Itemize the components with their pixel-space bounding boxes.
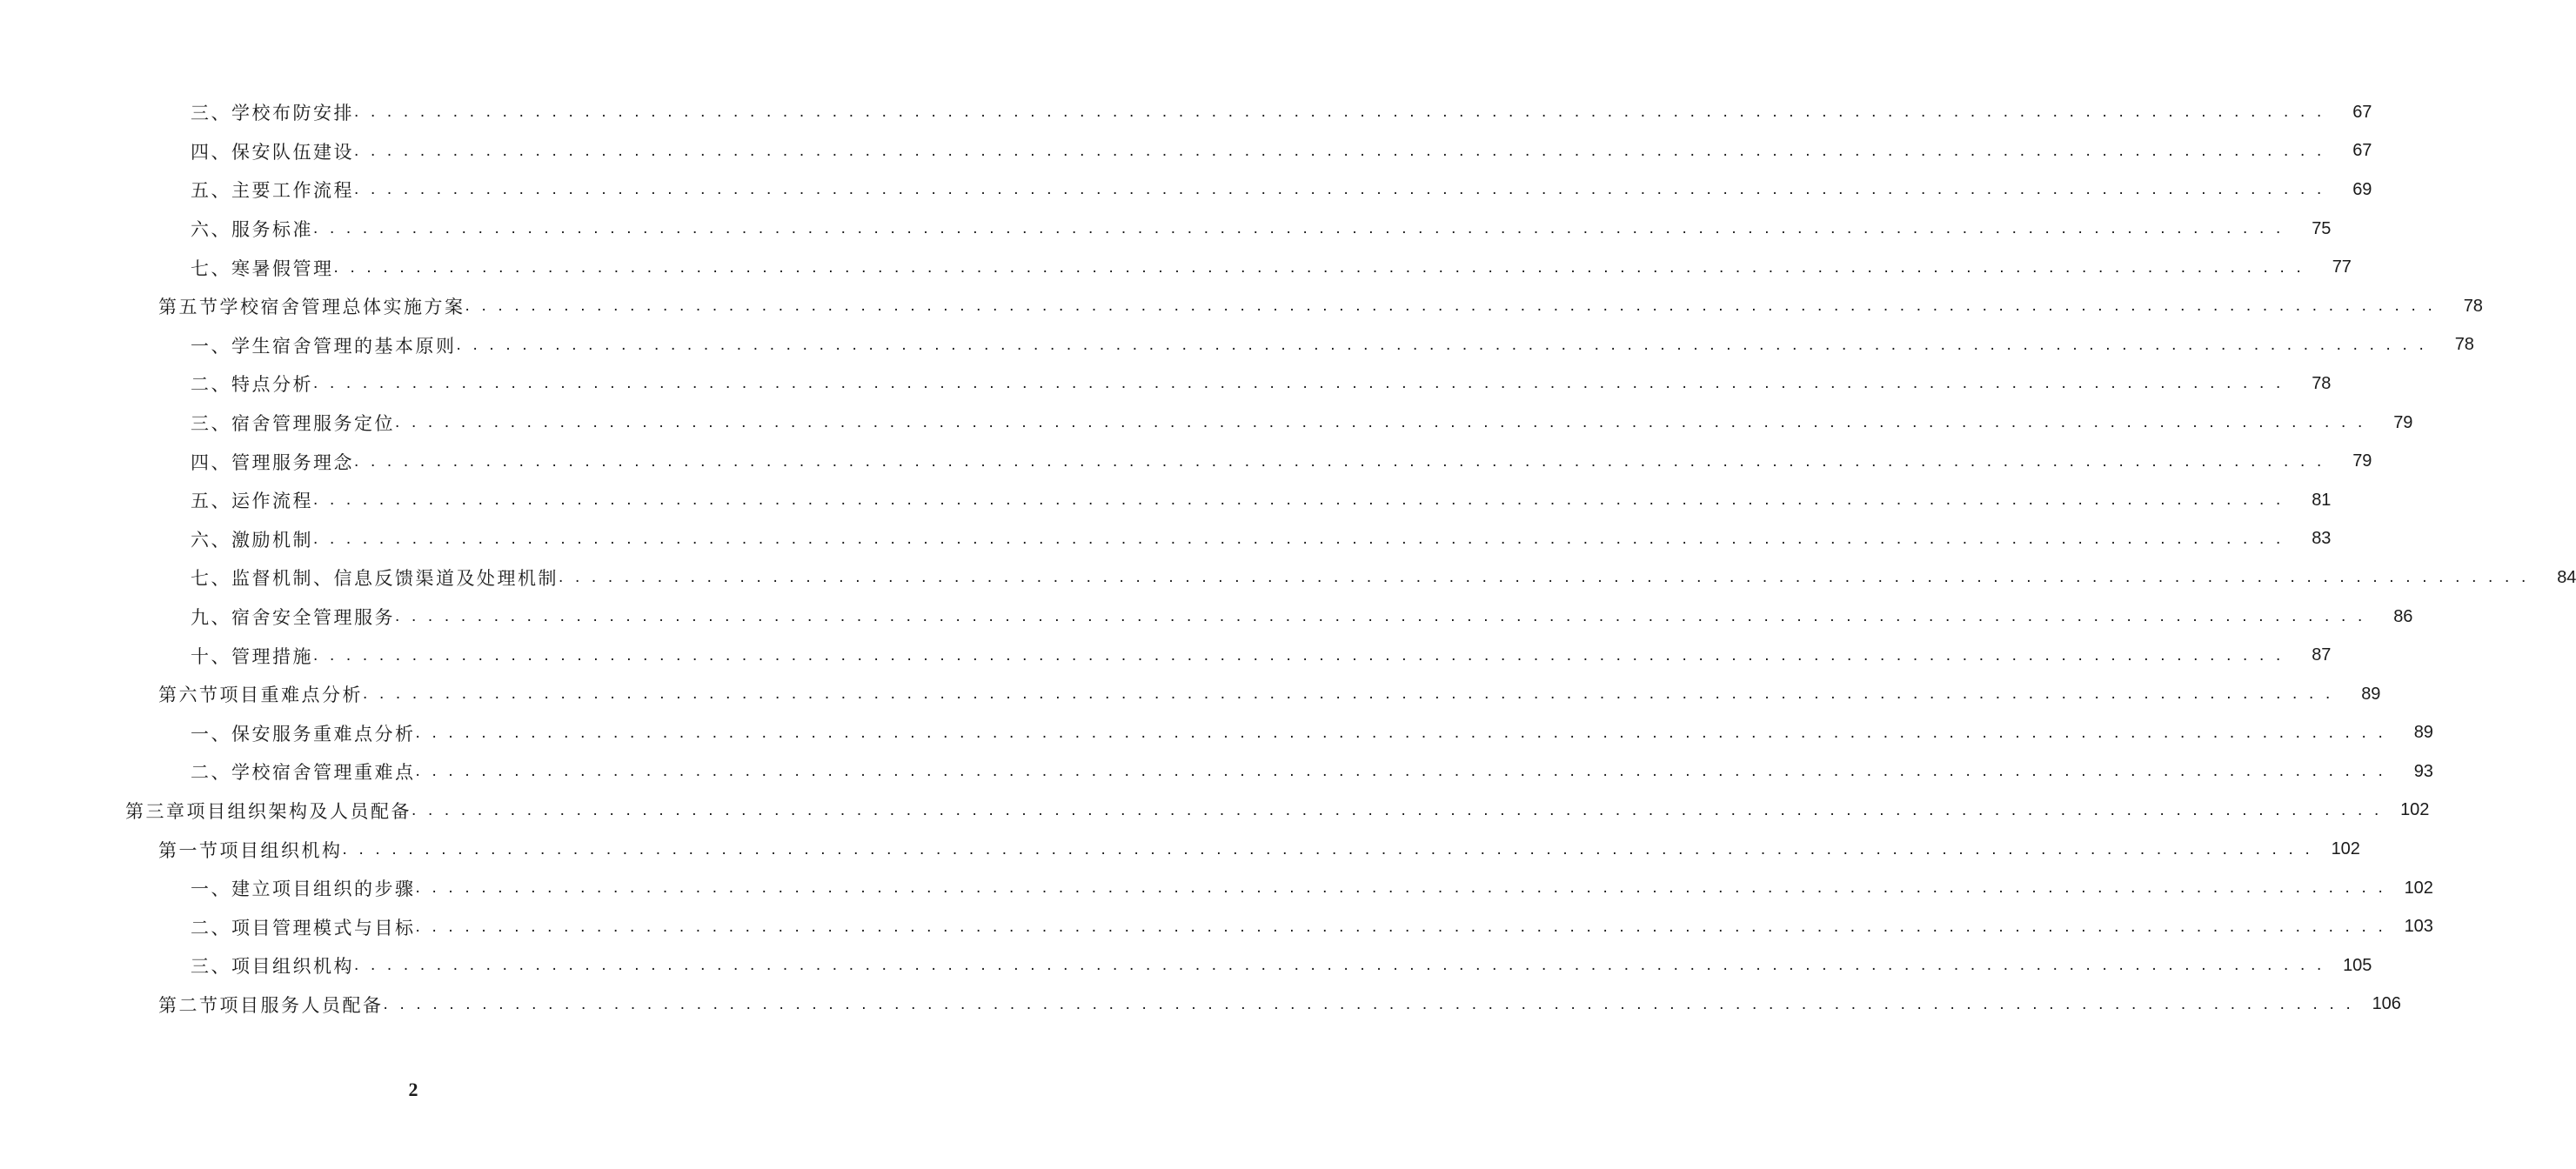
toc-entry-title: 二、项目管理模式与目标: [191, 917, 416, 939]
toc-entry-page: 69: [2352, 179, 2372, 199]
toc-entry-page: 105: [2343, 955, 2372, 975]
toc-dot-leader: . . . . . . . . . . . . . . . . . . . . . . . . . . . . . . . . . . . . . . . . . . . . . . . . . . . . . . . . . . . . . . . . . . . . . . . . . . . . . . . . . . . . . . . . . . . . . . . . . . . . . . . . . . . . . . . . . . . . . . . .: [465, 297, 2436, 316]
toc-entry[interactable]: [0, 481, 2332, 520]
toc-entry[interactable]: [0, 636, 2332, 675]
toc-entry-title: 十、管理措施: [191, 645, 313, 667]
toc-entry-page: 84: [2557, 567, 2576, 587]
toc-entry-title: 一、保安服务重难点分析: [191, 723, 416, 745]
toc-dot-leader: . . . . . . . . . . . . . . . . . . . . . . . . . . . . . . . . . . . . . . . . . . . . . . . . . . . . . . . . . . . . . . . . . . . . . . . . . . . . . . . . . . . . . . . . . . . . . . . . . . . . . . . . . . . . . . . . . . . . . . . .: [559, 568, 2530, 587]
toc-entry[interactable]: [0, 132, 2372, 171]
toc-list: [0, 93, 2576, 1024]
toc-entry-title: 第三章项目组织架构及人员配备: [125, 800, 411, 822]
toc-entry-title: 三、宿舍管理服务定位: [191, 413, 395, 435]
toc-entry-page: 78: [2463, 296, 2483, 316]
toc-entry-page: 102: [2404, 878, 2433, 898]
toc-entry[interactable]: [0, 714, 2433, 753]
toc-entry-page: 77: [2332, 257, 2352, 277]
toc-entry-page: 78: [2454, 335, 2474, 355]
toc-entry[interactable]: [0, 404, 2413, 443]
toc-entry-title: 二、特点分析: [191, 374, 313, 396]
toc-entry-page: 78: [2312, 373, 2332, 393]
toc-entry-title: 一、建立项目组织的步骤: [191, 878, 416, 900]
toc-entry-page: 79: [2352, 451, 2372, 471]
toc-entry-page: 67: [2352, 141, 2372, 161]
toc-entry[interactable]: [0, 558, 2576, 598]
toc-dot-leader: . . . . . . . . . . . . . . . . . . . . . . . . . . . . . . . . . . . . . . . . . . . . . . . . . . . . . . . . . . . . . . . . . . . . . . . . . . . . . . . . . . . . . . . . . . . . . . . . . . . . . . . . . . . . . . . . . . . . . . . .: [313, 529, 2285, 548]
toc-entry-page: 93: [2413, 761, 2433, 781]
toc-entry-page: 89: [2361, 684, 2381, 704]
toc-entry-title: 五、运作流程: [191, 491, 313, 512]
toc-dot-leader: . . . . . . . . . . . . . . . . . . . . . . . . . . . . . . . . . . . . . . . . . . . . . . . . . . . . . . . . . . . . . . . . . . . . . . . . . . . . . . . . . . . . . . . . . . . . . . . . . . . . . . . . . . . . . . . . . . . . . . . .: [313, 219, 2285, 238]
toc-entry-title: 六、服务标准: [191, 219, 313, 241]
toc-entry-title: 第一节项目组织机构: [158, 839, 343, 861]
toc-dot-leader: . . . . . . . . . . . . . . . . . . . . . . . . . . . . . . . . . . . . . . . . . . . . . . . . . . . . . . . . . . . . . . . . . . . . . . . . . . . . . . . . . . . . . . . . . . . . . . . . . . . . . . . . . . . . . . . . . . . . . . . .: [354, 451, 2325, 471]
table-of-contents: [0, 93, 2576, 1024]
toc-entry[interactable]: [0, 326, 2474, 365]
toc-entry-title: 六、激励机制: [191, 529, 313, 551]
toc-entry-title: 七、寒暑假管理: [191, 257, 334, 279]
toc-entry[interactable]: [0, 170, 2372, 210]
toc-entry-page: 75: [2312, 218, 2332, 238]
page-number: 2: [408, 1079, 418, 1100]
toc-entry[interactable]: [0, 830, 2360, 869]
toc-entry-page: 102: [2400, 800, 2430, 820]
toc-dot-leader: . . . . . . . . . . . . . . . . . . . . . . . . . . . . . . . . . . . . . . . . . . . . . . . . . . . . . . . . . . . . . . . . . . . . . . . . . . . . . . . . . . . . . . . . . . . . . . . . . . . . . . . . . . . . . . . . . . . . . . . .: [354, 180, 2325, 199]
toc-entry[interactable]: [0, 93, 2372, 132]
toc-dot-leader: . . . . . . . . . . . . . . . . . . . . . . . . . . . . . . . . . . . . . . . . . . . . . . . . . . . . . . . . . . . . . . . . . . . . . . . . . . . . . . . . . . . . . . . . . . . . . . . . . . . . . . . . . . . . . . . . . . . . . . . .: [354, 956, 2325, 975]
toc-entry[interactable]: [0, 907, 2433, 946]
toc-entry[interactable]: [0, 675, 2381, 714]
toc-dot-leader: . . . . . . . . . . . . . . . . . . . . . . . . . . . . . . . . . . . . . . . . . . . . . . . . . . . . . . . . . . . . . . . . . . . . . . . . . . . . . . . . . . . . . . . . . . . . . . . . . . . . . . . . . . . . . . . . . . . . . . . .: [383, 994, 2354, 1013]
toc-dot-leader: . . . . . . . . . . . . . . . . . . . . . . . . . . . . . . . . . . . . . . . . . . . . . . . . . . . . . . . . . . . . . . . . . . . . . . . . . . . . . . . . . . . . . . . . . . . . . . . . . . . . . . . . . . . . . . . . . . . . . . . .: [342, 839, 2313, 858]
toc-entry[interactable]: [0, 752, 2433, 792]
toc-entry-title: 二、学校宿舍管理重难点: [191, 762, 416, 784]
toc-entry-page: 79: [2393, 412, 2413, 432]
toc-dot-leader: . . . . . . . . . . . . . . . . . . . . . . . . . . . . . . . . . . . . . . . . . . . . . . . . . . . . . . . . . . . . . . . . . . . . . . . . . . . . . . . . . . . . . . . . . . . . . . . . . . . . . . . . . . . . . . . . . . . . . . . .: [415, 762, 2386, 781]
toc-dot-leader: . . . . . . . . . . . . . . . . . . . . . . . . . . . . . . . . . . . . . . . . . . . . . . . . . . . . . . . . . . . . . . . . . . . . . . . . . . . . . . . . . . . . . . . . . . . . . . . . . . . . . . . . . . . . . . . . . . . . . . . .: [411, 800, 2383, 819]
toc-dot-leader: . . . . . . . . . . . . . . . . . . . . . . . . . . . . . . . . . . . . . . . . . . . . . . . . . . . . . . . . . . . . . . . . . . . . . . . . . . . . . . . . . . . . . . . . . . . . . . . . . . . . . . . . . . . . . . . . . . . . . . . .: [313, 645, 2285, 665]
toc-entry-page: 106: [2372, 994, 2401, 1014]
toc-entry[interactable]: [0, 364, 2332, 404]
toc-dot-leader: . . . . . . . . . . . . . . . . . . . . . . . . . . . . . . . . . . . . . . . . . . . . . . . . . . . . . . . . . . . . . . . . . . . . . . . . . . . . . . . . . . . . . . . . . . . . . . . . . . . . . . . . . . . . . . . . . . . . . . . .: [395, 413, 2366, 432]
toc-entry[interactable]: [0, 287, 2483, 326]
toc-dot-leader: . . . . . . . . . . . . . . . . . . . . . . . . . . . . . . . . . . . . . . . . . . . . . . . . . . . . . . . . . . . . . . . . . . . . . . . . . . . . . . . . . . . . . . . . . . . . . . . . . . . . . . . . . . . . . . . . . . . . . . . .: [313, 374, 2285, 393]
toc-entry[interactable]: [0, 248, 2352, 287]
toc-entry-title: 九、宿舍安全管理服务: [191, 607, 395, 629]
toc-entry-title: 第六节项目重难点分析: [158, 685, 363, 706]
toc-entry-title: 七、监督机制、信息反馈渠道及处理机制: [191, 568, 559, 590]
toc-dot-leader: . . . . . . . . . . . . . . . . . . . . . . . . . . . . . . . . . . . . . . . . . . . . . . . . . . . . . . . . . . . . . . . . . . . . . . . . . . . . . . . . . . . . . . . . . . . . . . . . . . . . . . . . . . . . . . . . . . . . . . . .: [363, 685, 2334, 704]
toc-entry-page: 67: [2352, 102, 2372, 122]
toc-entry[interactable]: [0, 869, 2433, 908]
toc-dot-leader: . . . . . . . . . . . . . . . . . . . . . . . . . . . . . . . . . . . . . . . . . . . . . . . . . . . . . . . . . . . . . . . . . . . . . . . . . . . . . . . . . . . . . . . . . . . . . . . . . . . . . . . . . . . . . . . . . . . . . . . .: [395, 607, 2366, 626]
toc-entry[interactable]: [0, 792, 2430, 831]
toc-dot-leader: . . . . . . . . . . . . . . . . . . . . . . . . . . . . . . . . . . . . . . . . . . . . . . . . . . . . . . . . . . . . . . . . . . . . . . . . . . . . . . . . . . . . . . . . . . . . . . . . . . . . . . . . . . . . . . . . . . . . . . . .: [415, 917, 2386, 936]
toc-entry-title: 三、项目组织机构: [191, 956, 354, 978]
toc-entry-page: 83: [2312, 529, 2332, 549]
toc-entry-page: 103: [2404, 917, 2433, 937]
toc-entry-page: 81: [2312, 490, 2332, 510]
toc-entry[interactable]: [0, 210, 2332, 249]
toc-entry-title: 四、保安队伍建设: [191, 141, 354, 163]
toc-entry-title: 一、学生宿舍管理的基本原则: [191, 335, 457, 357]
toc-entry-page: 86: [2393, 606, 2413, 626]
toc-entry-title: 三、学校布防安排: [191, 103, 354, 124]
toc-dot-leader: . . . . . . . . . . . . . . . . . . . . . . . . . . . . . . . . . . . . . . . . . . . . . . . . . . . . . . . . . . . . . . . . . . . . . . . . . . . . . . . . . . . . . . . . . . . . . . . . . . . . . . . . . . . . . . . . . . . . . . . .: [333, 257, 2305, 277]
toc-dot-leader: . . . . . . . . . . . . . . . . . . . . . . . . . . . . . . . . . . . . . . . . . . . . . . . . . . . . . . . . . . . . . . . . . . . . . . . . . . . . . . . . . . . . . . . . . . . . . . . . . . . . . . . . . . . . . . . . . . . . . . . .: [354, 103, 2325, 122]
toc-entry[interactable]: [0, 985, 2401, 1025]
toc-dot-leader: . . . . . . . . . . . . . . . . . . . . . . . . . . . . . . . . . . . . . . . . . . . . . . . . . . . . . . . . . . . . . . . . . . . . . . . . . . . . . . . . . . . . . . . . . . . . . . . . . . . . . . . . . . . . . . . . . . . . . . . .: [415, 723, 2386, 742]
toc-entry-page: 89: [2413, 723, 2433, 743]
toc-entry-title: 第五节学校宿舍管理总体实施方案: [158, 297, 465, 318]
toc-dot-leader: . . . . . . . . . . . . . . . . . . . . . . . . . . . . . . . . . . . . . . . . . . . . . . . . . . . . . . . . . . . . . . . . . . . . . . . . . . . . . . . . . . . . . . . . . . . . . . . . . . . . . . . . . . . . . . . . . . . . . . . .: [313, 491, 2285, 510]
toc-entry-title: 四、管理服务理念: [191, 451, 354, 473]
toc-entry[interactable]: [0, 946, 2372, 985]
toc-dot-leader: . . . . . . . . . . . . . . . . . . . . . . . . . . . . . . . . . . . . . . . . . . . . . . . . . . . . . . . . . . . . . . . . . . . . . . . . . . . . . . . . . . . . . . . . . . . . . . . . . . . . . . . . . . . . . . . . . . . . . . . .: [415, 878, 2386, 898]
toc-dot-leader: . . . . . . . . . . . . . . . . . . . . . . . . . . . . . . . . . . . . . . . . . . . . . . . . . . . . . . . . . . . . . . . . . . . . . . . . . . . . . . . . . . . . . . . . . . . . . . . . . . . . . . . . . . . . . . . . . . . . . . . .: [354, 141, 2325, 160]
toc-entry[interactable]: [0, 442, 2372, 481]
toc-entry[interactable]: [0, 520, 2332, 559]
toc-entry-title: 五、主要工作流程: [191, 180, 354, 202]
toc-entry[interactable]: [0, 598, 2413, 637]
toc-entry-page: 87: [2312, 645, 2332, 665]
toc-dot-leader: . . . . . . . . . . . . . . . . . . . . . . . . . . . . . . . . . . . . . . . . . . . . . . . . . . . . . . . . . . . . . . . . . . . . . . . . . . . . . . . . . . . . . . . . . . . . . . . . . . . . . . . . . . . . . . . . . . . . . . . .: [456, 335, 2427, 354]
toc-entry-title: 第二节项目服务人员配备: [158, 994, 384, 1016]
toc-entry-page: 102: [2331, 839, 2360, 859]
